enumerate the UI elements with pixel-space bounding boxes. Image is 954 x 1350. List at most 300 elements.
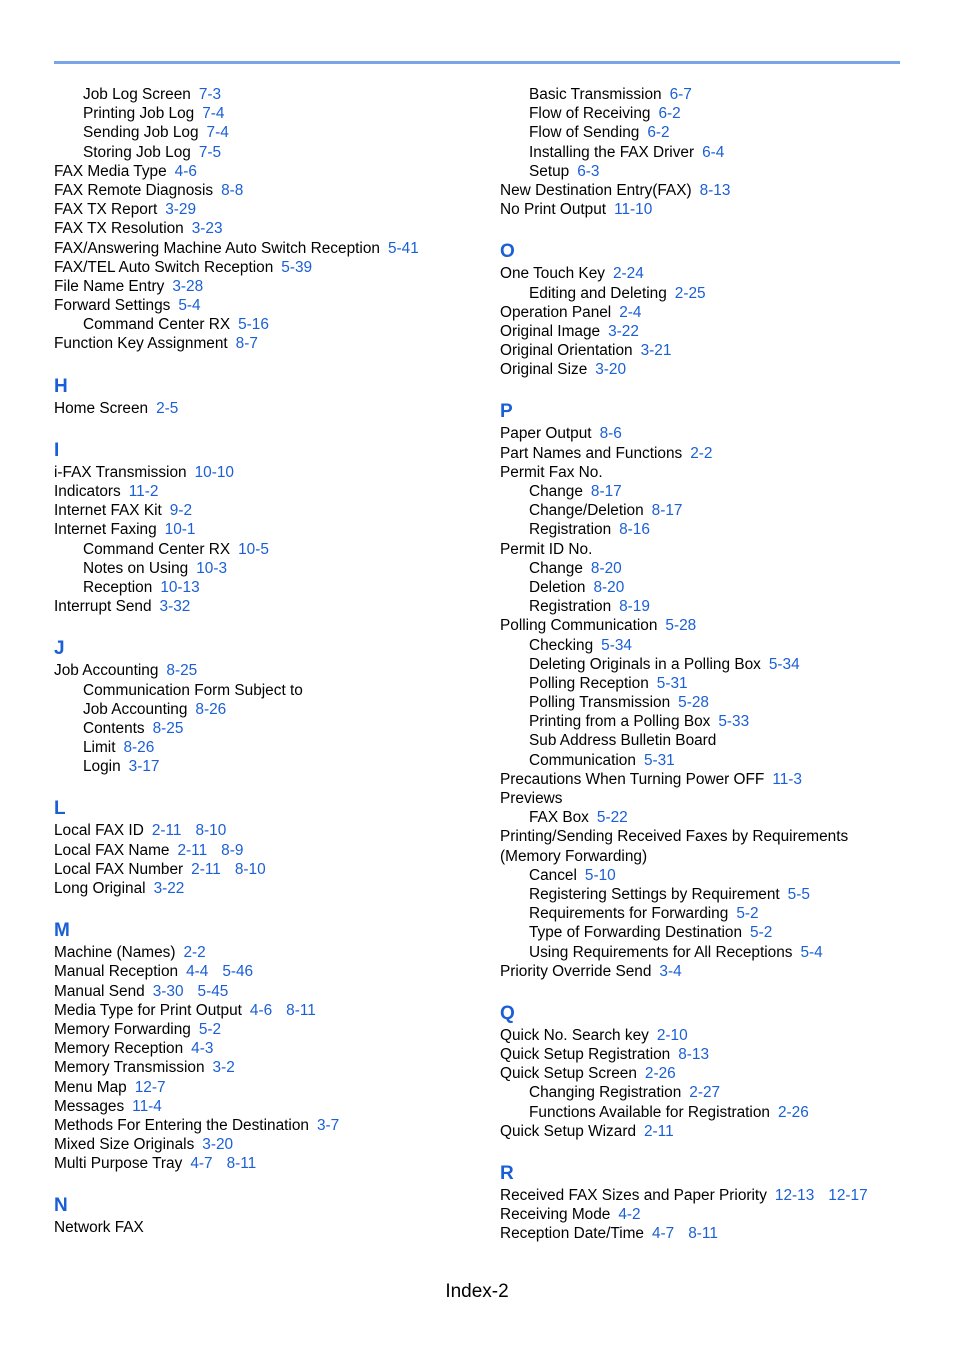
page-ref-link[interactable]: 8-19 (619, 598, 650, 616)
page-ref-link[interactable]: 3-22 (608, 322, 639, 340)
index-subentry (54, 123, 474, 142)
index-subentry (500, 943, 920, 962)
index-letter-heading: I (54, 439, 60, 461)
page-ref-link[interactable]: 8-26 (123, 739, 155, 757)
page-ref-link[interactable]: 2-5 (156, 399, 179, 417)
index-term: Quick No. Search key (500, 1026, 649, 1044)
index-subentry (54, 681, 474, 700)
index-term: Interrupt Send (54, 598, 152, 616)
index-term: (Memory Forwarding) (500, 847, 648, 865)
index-term: Messages (54, 1097, 125, 1115)
page-ref-link[interactable]: 6-7 (669, 86, 692, 103)
index-entry (54, 1020, 474, 1039)
index-term: Original Size (500, 361, 588, 379)
index-term: Indicators (54, 483, 121, 500)
page-ref-link[interactable]: 10-3 (196, 559, 228, 577)
index-term: Cancel (529, 866, 577, 884)
index-term: Checking (529, 636, 594, 654)
page-ref-link[interactable]: 5-5 (787, 885, 810, 903)
page-ref-link[interactable]: 4-7 (652, 1225, 675, 1243)
index-entry (500, 1186, 920, 1205)
index-term: Requirements for Forwarding (529, 905, 729, 923)
index-subentry (500, 731, 920, 750)
page-ref-link[interactable]: 4-2 (618, 1206, 641, 1224)
page-ref-link[interactable]: 12-13 (774, 1187, 815, 1204)
page-ref-link[interactable]: 2-2 (690, 444, 713, 462)
index-term: Reception (83, 578, 153, 596)
index-subentry (54, 578, 474, 597)
index-term: Methods For Entering the Destination (54, 1116, 309, 1134)
page-ref-link[interactable]: 9-2 (169, 502, 193, 520)
index-entry (54, 841, 474, 860)
index-subentry (54, 700, 474, 719)
index-subentry (500, 520, 920, 539)
index-entry (54, 1218, 474, 1237)
index-term: Local FAX ID (54, 822, 144, 840)
page-ref-link[interactable]: 2-26 (777, 1103, 809, 1121)
index-entry (500, 847, 920, 866)
page-ref-link[interactable]: 8-7 (235, 335, 258, 353)
index-term: File Name Entry (54, 277, 165, 295)
index-entry (54, 860, 474, 879)
index-entry (500, 341, 920, 360)
page-ref-link[interactable]: 3-20 (202, 1136, 234, 1154)
index-term: Basic Transmission (529, 86, 662, 103)
page-ref-link[interactable]: 8-26 (195, 700, 227, 718)
index-term: FAX Box (529, 809, 589, 827)
page-ref-link[interactable]: 11-10 (614, 201, 653, 219)
index-term: Notes on Using (83, 559, 189, 577)
index-term: Forward Settings (54, 297, 171, 315)
index-letter-heading: R (500, 1163, 514, 1184)
index-entry (54, 1135, 474, 1154)
index-term: Quick Setup Screen (500, 1065, 637, 1083)
index-entry (54, 520, 474, 539)
index-entry (54, 162, 474, 181)
index-entry (54, 399, 474, 418)
page-ref-link[interactable]: 2-25 (674, 284, 706, 302)
index-subentry (500, 104, 920, 123)
index-letter-heading: H (54, 375, 68, 397)
index-subentry (500, 636, 920, 655)
page-ref-link[interactable]: 8-13 (678, 1046, 710, 1064)
index-term: Polling Communication (500, 617, 658, 635)
page-ref-link[interactable]: 8-8 (221, 181, 244, 199)
index-entry (500, 303, 920, 322)
page-ref-link[interactable]: 11-3 (772, 770, 802, 788)
index-term: Function Key Assignment (54, 335, 228, 353)
page-ref-link[interactable]: 10-10 (194, 463, 234, 481)
index-term: Registering Settings by Requirement (529, 885, 780, 903)
index-subentry (500, 162, 920, 181)
page-ref-link[interactable]: 5-34 (601, 636, 632, 654)
page-ref-link[interactable]: 3-2 (212, 1059, 235, 1077)
index-entry (54, 1039, 474, 1058)
page-ref-link[interactable]: 4-6 (249, 1001, 273, 1019)
page-ref-link[interactable]: 11-2 (128, 483, 159, 500)
index-term: Communication Form Subject to (83, 681, 303, 699)
index-letter-heading: J (54, 638, 65, 660)
index-term: FAX Remote Diagnosis (54, 181, 214, 199)
page-ref-link[interactable]: 8-13 (699, 181, 731, 199)
page-ref-link[interactable]: 6-2 (658, 105, 681, 123)
index-entry (54, 1116, 474, 1135)
index-subentry (500, 866, 920, 885)
index-subentry (54, 104, 474, 123)
page-ref-link[interactable]: 3-32 (159, 598, 191, 616)
index-entry (54, 258, 474, 277)
index-term: Part Names and Functions (500, 444, 683, 462)
index-entry (500, 1122, 920, 1141)
index-term: Long Original (54, 880, 146, 897)
index-term: Printing/Sending Received Faxes by Requirements (500, 828, 849, 846)
index-subentry (500, 674, 920, 693)
index-term: Original Image (500, 322, 601, 340)
index-term: Type of Forwarding Destination (529, 924, 743, 942)
index-term: Network FAX (54, 1219, 144, 1237)
index-term: New Destination Entry(FAX) (500, 181, 692, 199)
index-term: Quick Setup Wizard (500, 1122, 636, 1140)
page-ref-link[interactable]: 5-10 (584, 866, 616, 884)
index-entry (54, 1058, 474, 1077)
index-term: Registration (529, 598, 612, 616)
page-ref-link[interactable]: 8-10 (234, 860, 266, 878)
index-term: Manual Send (54, 982, 145, 1000)
index-subentry (500, 712, 920, 731)
page-ref-link[interactable]: 6-4 (702, 143, 725, 161)
page-ref-link[interactable]: 10-5 (238, 540, 269, 558)
index-term: Flow of Receiving (529, 105, 651, 123)
index-subentry (500, 693, 920, 712)
index-entry (54, 277, 474, 296)
page-ref-link[interactable]: 2-24 (612, 265, 644, 283)
index-entry (54, 1154, 474, 1173)
page-ref-link[interactable]: 5-2 (198, 1020, 222, 1038)
index-entry (54, 661, 474, 680)
index-term: Job Accounting (54, 662, 159, 680)
page-ref-link[interactable]: 8-10 (195, 822, 227, 840)
index-term: Functions Available for Registration (529, 1103, 770, 1121)
index-term: Change (529, 483, 583, 500)
index-subentry (500, 655, 920, 674)
index-subentry (54, 559, 474, 578)
index-subentry (500, 808, 920, 827)
index-term: Reception Date/Time (500, 1225, 644, 1243)
index-term: Command Center RX (83, 316, 231, 334)
index-term: FAX TX Report (54, 201, 158, 219)
index-subentry (54, 738, 474, 757)
index-term: Contents (83, 719, 145, 737)
index-entry (54, 200, 474, 219)
index-entry (500, 360, 920, 379)
index-term: Flow of Sending (529, 124, 640, 142)
header-rule (54, 61, 900, 64)
page-ref-link[interactable]: 3-28 (172, 277, 204, 295)
page-ref-link[interactable]: 8-16 (619, 521, 650, 539)
index-entry (54, 239, 474, 258)
index-entry (54, 181, 474, 200)
index-term: Registration (529, 521, 612, 539)
index-term: Changing Registration (529, 1084, 682, 1102)
index-subentry (500, 923, 920, 942)
index-entry (500, 770, 920, 789)
page-ref-link[interactable]: 8-17 (651, 502, 683, 520)
index-entry (500, 264, 920, 283)
page-ref-link[interactable]: 7-4 (206, 124, 229, 142)
index-subentry (500, 1083, 920, 1102)
index-term: Sending Job Log (83, 124, 199, 142)
index-subentry (500, 751, 920, 770)
index-term: Precautions When Turning Power OFF (500, 770, 765, 788)
index-entry (54, 879, 474, 898)
index-subentry (54, 85, 474, 104)
page-ref-link[interactable]: 5-2 (736, 905, 759, 923)
index-subentry (500, 143, 920, 162)
index-entry (500, 463, 920, 482)
index-term: Mixed Size Originals (54, 1136, 195, 1154)
page-ref-link[interactable]: 10-13 (160, 578, 200, 596)
page-ref-link[interactable]: 5-28 (678, 694, 709, 712)
index-subentry (500, 501, 920, 520)
page-ref-link[interactable]: 7-4 (202, 105, 225, 123)
index-subentry (500, 123, 920, 142)
index-term: Printing Job Log (83, 105, 195, 123)
index-entry (500, 616, 920, 635)
index-term: Memory Reception (54, 1040, 184, 1058)
index-entry (54, 1078, 474, 1097)
page-ref-link[interactable]: 5-39 (281, 258, 313, 276)
index-letter-heading: P (500, 401, 513, 423)
index-term: Limit (83, 739, 116, 757)
page-ref-link[interactable]: 11-4 (132, 1097, 162, 1115)
index-term: Receiving Mode (500, 1206, 611, 1224)
index-term: Permit Fax No. (500, 463, 603, 481)
page-ref-link[interactable]: 5-45 (197, 982, 229, 1000)
index-term: Received FAX Sizes and Paper Priority (500, 1187, 767, 1204)
page-number: Index-2 (445, 1281, 509, 1302)
index-term: Change/Deletion (529, 502, 644, 520)
page-ref-link[interactable]: 8-9 (221, 841, 244, 859)
index-subentry (54, 540, 474, 559)
index-entry (500, 789, 920, 808)
index-entry (500, 1026, 920, 1045)
index-entry (54, 597, 474, 616)
page-ref-link[interactable]: 3-20 (595, 361, 627, 379)
index-term: Operation Panel (500, 303, 612, 321)
index-letter-heading: L (54, 798, 66, 820)
index-term: Using Requirements for All Receptions (529, 943, 793, 961)
page-ref-link[interactable]: 2-11 (191, 860, 221, 878)
index-entry (500, 444, 920, 463)
page-ref-link[interactable]: 12-7 (134, 1078, 166, 1096)
index-term: Local FAX Name (54, 841, 170, 859)
index-term: One Touch Key (500, 265, 605, 283)
page-ref-link[interactable]: 5-16 (238, 316, 269, 334)
index-term: Previews (500, 790, 563, 807)
index-term: Storing Job Log (83, 143, 191, 161)
index-subentry (54, 143, 474, 162)
page-ref-link[interactable]: 8-11 (688, 1225, 718, 1243)
index-entry (500, 1224, 920, 1243)
index-entry (54, 334, 474, 353)
index-subentry (54, 315, 474, 334)
index-term: Setup (529, 162, 570, 180)
index-subentry (54, 719, 474, 738)
page-ref-link[interactable]: 8-20 (590, 559, 622, 577)
page-ref-link[interactable]: 5-2 (750, 924, 773, 942)
page-ref-link[interactable]: 5-31 (643, 751, 675, 769)
index-term: Quick Setup Registration (500, 1046, 671, 1064)
index-entry (54, 962, 474, 981)
index-entry (54, 219, 474, 238)
index-term: i-FAX Transmission (54, 463, 187, 481)
index-letter-heading: O (500, 241, 515, 263)
index-term: Memory Transmission (54, 1059, 205, 1077)
index-term: Original Orientation (500, 342, 633, 360)
page-ref-link[interactable]: 5-4 (178, 297, 201, 315)
page-ref-link[interactable]: 5-22 (596, 809, 628, 827)
page-ref-link[interactable]: 8-25 (152, 719, 184, 737)
page-ref-link[interactable]: 3-23 (191, 220, 223, 238)
page-ref-link[interactable]: 8-17 (590, 483, 622, 500)
page-ref-link[interactable]: 3-22 (153, 880, 185, 897)
page-ref-link[interactable]: 4-3 (191, 1040, 214, 1058)
page-ref-link[interactable]: 2-2 (183, 944, 206, 962)
index-term: Manual Reception (54, 963, 179, 981)
page-ref-link[interactable]: 2-11 (177, 841, 208, 859)
index-subentry (500, 885, 920, 904)
index-term: Multi Purpose Tray (54, 1155, 183, 1173)
index-entry (500, 1205, 920, 1224)
index-entry (500, 1045, 920, 1064)
page-ref-link[interactable]: 2-11 (644, 1122, 674, 1140)
index-entry (54, 482, 474, 501)
page-ref-link[interactable]: 2-27 (689, 1084, 721, 1102)
page-ref-link[interactable]: 6-3 (577, 162, 600, 180)
index-term: Installing the FAX Driver (529, 143, 695, 161)
index-term: Paper Output (500, 425, 592, 443)
index-term: Deletion (529, 578, 586, 596)
index-entry (500, 424, 920, 443)
index-term: Memory Forwarding (54, 1020, 191, 1038)
index-term: Polling Transmission (529, 694, 671, 712)
page-ref-link[interactable]: 2-4 (619, 303, 642, 321)
index-entry (54, 296, 474, 315)
index-entry (54, 982, 474, 1001)
index-subentry (500, 284, 920, 303)
page-ref-link[interactable]: 8-11 (226, 1155, 257, 1173)
index-term: Job Accounting (83, 700, 188, 718)
index-entry (500, 1064, 920, 1083)
index-term: Menu Map (54, 1078, 127, 1096)
page-ref-link[interactable]: 2-26 (644, 1065, 676, 1083)
index-entry (54, 821, 474, 840)
page-ref-link[interactable]: 2-11 (151, 822, 182, 840)
index-entry (54, 1001, 474, 1020)
index-letter-heading: M (54, 920, 70, 942)
index-term: Polling Reception (529, 674, 649, 692)
page-ref-link[interactable]: 4-4 (186, 963, 209, 981)
index-entry (54, 1097, 474, 1116)
page-ref-link[interactable]: 8-25 (166, 662, 198, 680)
index-entry (54, 463, 474, 482)
page-ref-link[interactable]: 4-7 (190, 1155, 213, 1173)
page-ref-link[interactable]: 5-34 (768, 655, 800, 673)
page-ref-link[interactable]: 3-17 (128, 758, 160, 776)
index-entry (500, 827, 920, 846)
page-ref-link[interactable]: 7-3 (198, 86, 222, 103)
page-ref-link[interactable]: 8-11 (286, 1001, 316, 1019)
index-term: Media Type for Print Output (54, 1001, 242, 1019)
index-letter-heading: N (54, 1195, 68, 1217)
page-ref-link[interactable]: 2-10 (656, 1026, 688, 1044)
page-ref-link[interactable]: 3-30 (152, 982, 184, 1000)
page-ref-link[interactable]: 3-21 (640, 342, 672, 360)
index-entry (500, 962, 920, 981)
index-entry (500, 540, 920, 559)
index-subentry (500, 482, 920, 501)
index-term: Sub Address Bulletin Board (529, 732, 717, 750)
index-term: Internet FAX Kit (54, 502, 162, 520)
page-ref-link[interactable]: 8-20 (593, 578, 625, 596)
page-ref-link[interactable]: 3-29 (165, 201, 197, 219)
index-term: Priority Override Send (500, 962, 652, 980)
index-subentry (500, 1103, 920, 1122)
index-entry (54, 943, 474, 962)
index-term: Printing from a Polling Box (529, 713, 711, 731)
index-subentry (500, 904, 920, 923)
index-column-right (500, 85, 920, 1244)
page-ref-link[interactable]: 7-5 (198, 143, 222, 161)
index-term: Permit ID No. (500, 540, 593, 558)
page-ref-link[interactable]: 5-28 (665, 617, 697, 635)
index-entry (500, 200, 920, 219)
index-term: Home Screen (54, 399, 149, 417)
index-subentry (500, 85, 920, 104)
page-ref-link[interactable]: 3-4 (659, 962, 682, 980)
page-ref-link[interactable]: 5-4 (800, 943, 823, 961)
page-ref-link[interactable]: 5-46 (222, 963, 254, 981)
page-ref-link[interactable]: 3-7 (316, 1116, 340, 1134)
index-entry (500, 322, 920, 341)
page-ref-link[interactable]: 6-2 (647, 124, 670, 142)
index-subentry (54, 757, 474, 776)
index-entry (54, 501, 474, 520)
index-term: FAX TX Resolution (54, 220, 184, 238)
index-term: Job Log Screen (83, 86, 191, 103)
page-ref-link[interactable]: 12-17 (828, 1187, 868, 1204)
index-term: Communication (529, 751, 636, 769)
index-term: FAX/TEL Auto Switch Reception (54, 258, 274, 276)
page-ref-link[interactable]: 5-33 (718, 713, 750, 731)
index-term: No Print Output (500, 201, 607, 219)
index-term: FAX Media Type (54, 162, 167, 180)
index-entry (500, 181, 920, 200)
page-ref-link[interactable]: 10-1 (164, 521, 196, 539)
index-letter-heading: Q (500, 1002, 515, 1024)
page-ref-link[interactable]: 5-31 (656, 674, 688, 692)
index-term: Machine (Names) (54, 944, 176, 962)
page-ref-link[interactable]: 5-41 (387, 239, 419, 257)
index-term: Login (83, 758, 121, 776)
index-subentry (500, 559, 920, 578)
index-term: Command Center RX (83, 540, 231, 558)
index-term: Local FAX Number (54, 860, 184, 878)
page-ref-link[interactable]: 8-6 (599, 425, 622, 443)
page-ref-link[interactable]: 4-6 (174, 162, 197, 180)
index-column-left (54, 85, 474, 1238)
index-term: FAX/Answering Machine Auto Switch Reception (54, 239, 380, 257)
